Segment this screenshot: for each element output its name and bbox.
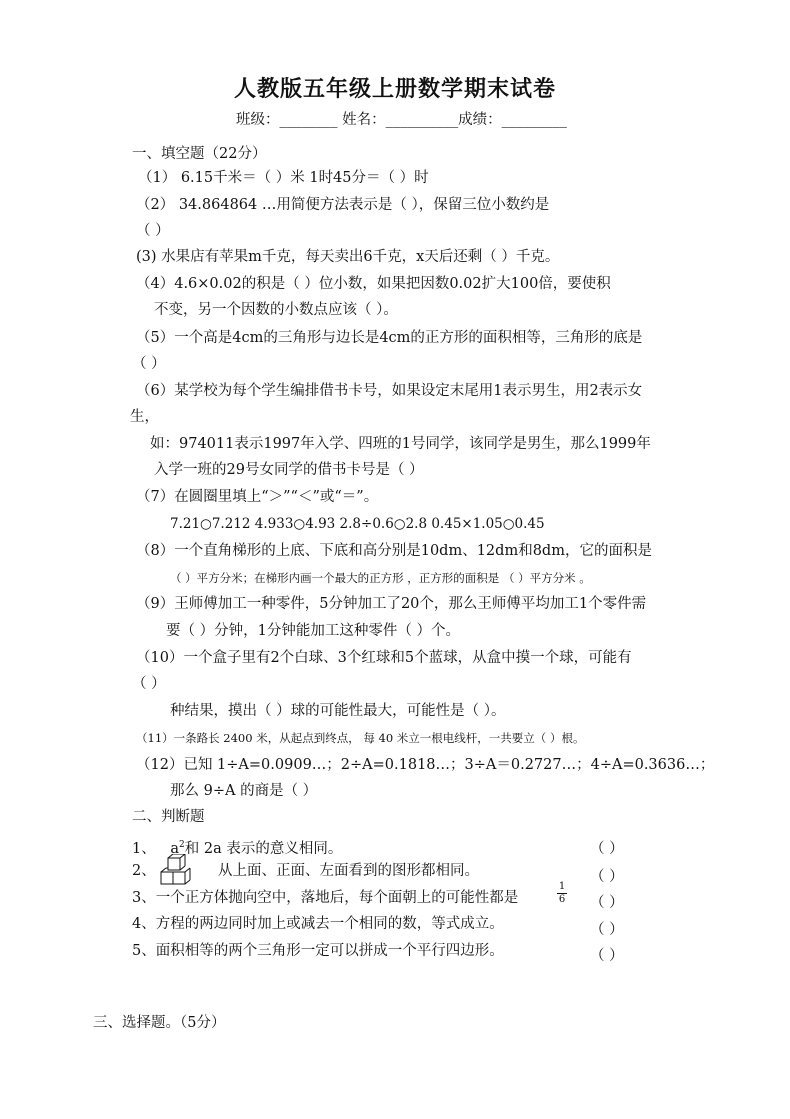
section-2-heading: 二、判断题	[132, 809, 205, 825]
question-6-example: 如：974011表示1997年入学、四班的1号同学，该同学是男生，那么1999年	[150, 436, 651, 452]
question-6: （6）某学校为每个学生编排借书卡号，如果设定末尾用1表示男生，用2表示女	[136, 383, 643, 399]
item-text: a	[170, 840, 179, 857]
item-text: 面积相等的两个三角形一定可以拼成一个平行四边形。	[155, 943, 504, 959]
judge-item-3	[132, 888, 518, 908]
question-10-cont-2: 种结果，摸出（ ）球的可能性最大，可能性是（ ）。	[170, 703, 506, 719]
question-8-cont: （ ）平方分米；在梯形内画一个最大的正方形 ，正方形的面积是 （ ）平方分米 。	[170, 571, 591, 585]
judge-item-2: 从上面、正面、左面看到的图形都相同。	[218, 863, 479, 879]
question-5-cont: （ ）	[132, 356, 166, 372]
question-10: （10）一个盒子里有2个白球、3个红球和5个蓝球，从盒中摸一个球，可能有	[136, 650, 632, 666]
fraction-one-sixth	[557, 882, 567, 905]
question-10-cont: （ ）	[132, 676, 166, 692]
question-12-cont: 那么 9÷A 的商是（ ）	[170, 783, 318, 799]
judge-answer-2[interactable]: （ ）	[590, 869, 624, 885]
superscript: 2	[179, 840, 185, 850]
judge-item-2-number: 2、	[132, 863, 156, 879]
question-6-cont: 生，	[130, 409, 159, 425]
question-9-cont: 要（ ）分钟，1分钟能加工这种零件（ ）个。	[166, 623, 460, 639]
question-6-example-cont: 入学一班的29号女同学的借书卡号是（ ）	[154, 462, 424, 478]
item-number: 4、	[132, 916, 156, 932]
question-2-cont: （ ）	[136, 223, 170, 239]
question-4: （4）4.6×0.02的积是（ ）位小数，如果把因数0.02扩大100倍，要使积	[136, 276, 611, 292]
question-9: （9）王师傅加工一种零件，5分钟加工了20个，那么王师傅平均加工1个零件需	[136, 596, 647, 612]
judge-item-4	[132, 914, 504, 934]
question-1: （1） 6.15千米＝（ ）米 1时45分＝（ ）时	[138, 170, 429, 186]
question-4-cont: 不变，另一个因数的小数点应该（ ）。	[154, 302, 398, 318]
section-3-heading: 三、选择题。（5分）	[93, 1015, 226, 1031]
judge-item-5	[132, 941, 504, 961]
question-7-items: 7.21○7.212 4.933○4.93 2.8÷0.6○2.8 0.45×1.05○0.45	[170, 516, 545, 532]
section-1-heading: 一、填空题（22分）	[132, 146, 267, 162]
student-info-line: 班级：________ 姓名：__________成绩：_________	[236, 112, 567, 128]
item-number: 3、	[132, 890, 156, 906]
judge-answer-5[interactable]: （ ）	[590, 948, 624, 964]
judge-answer-4[interactable]: （ ）	[590, 922, 624, 938]
question-5: （5）一个高是4cm的三角形与边长是4cm的正方形的面积相等，三角形的底是	[136, 330, 643, 346]
item-text-tail: 和 2a 表示的意义相同。	[184, 840, 343, 857]
question-8: （8）一个直角梯形的上底、下底和高分别是10dm、12dm和8dm，它的面积是	[136, 543, 652, 559]
item-text: 方程的两边同时加上或减去一个相同的数，等式成立。	[155, 916, 504, 932]
fraction-denominator: 6	[558, 894, 566, 905]
page-title: 人教版五年级上册数学期末试卷	[233, 76, 556, 102]
item-number: 5、	[132, 943, 156, 959]
question-12: （12）已知 1÷A=0.0909…；2÷A=0.1818…；3÷A＝0.2727…；4÷A=0.3636…；	[136, 757, 715, 773]
question-11: （11）一条路长 2400 米，从起点到终点， 每 40 米立一根电线杆，一共要立（ ）根。	[136, 731, 585, 745]
item-text: 一个正方体抛向空中，落地后，每个面朝上的可能性都是	[155, 890, 519, 906]
question-3: (3) 水果店有苹果m千克，每天卖出6千克，x天后还剩（ ）千克。	[136, 249, 560, 265]
question-7: （7）在圆圈里填上“＞”“＜”或“＝”。	[136, 489, 379, 505]
item-number: 1、	[132, 840, 156, 857]
judge-answer-1[interactable]: （ ）	[590, 841, 624, 857]
judge-answer-3[interactable]: （ ）	[590, 895, 624, 911]
cube-stack-icon	[158, 854, 198, 888]
fraction-numerator: 1	[558, 881, 566, 892]
question-2: （2） 34.864864 …用简便方法表示是（ ），保留三位小数约是	[136, 197, 550, 213]
